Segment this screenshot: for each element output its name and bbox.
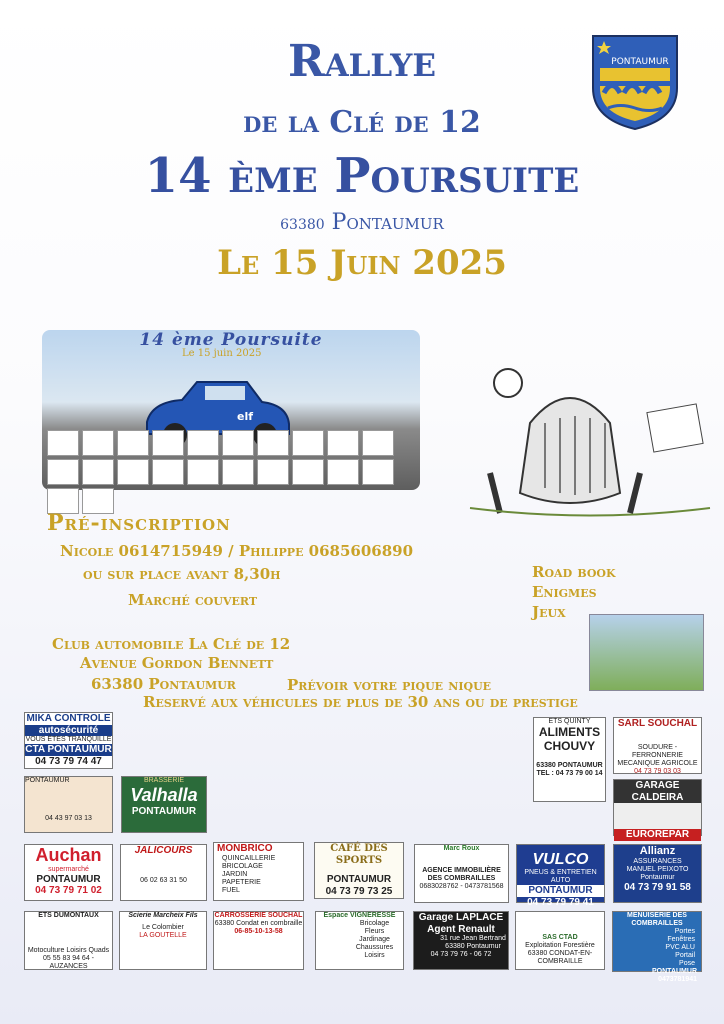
title-cle-de-12: de la Clé de 12 (243, 105, 481, 140)
sponsor-line: Motoculture Loisirs Quads (27, 947, 110, 955)
sponsor-souchal-sarl (613, 717, 702, 774)
title-rallye: Rallye (288, 36, 436, 87)
sponsor-brand: autosécurité (25, 725, 112, 737)
sponsor-item: JARDIN (222, 870, 248, 878)
sponsor-item: Pose (679, 960, 695, 968)
photo-banner: 14 ème Poursuite (139, 330, 323, 350)
sponsor-phone: 04 73 79 71 02 (35, 885, 102, 897)
sponsor-name: SARL SOUCHAL (617, 718, 698, 729)
sponsor-name: Scierie Marcheix Fils (128, 912, 198, 919)
sponsor-valhalla (121, 776, 207, 833)
sponsor-phone: 06 02 63 31 50 (140, 876, 187, 884)
sponsor-tagline: VOUS ÊTES TRANQUILLE (25, 736, 112, 743)
sponsor-item: Chaussures (355, 944, 394, 952)
sponsor-phone: 0473781941 (658, 976, 697, 984)
sponsor-item: Portail (675, 952, 695, 960)
cartoon-car-sketch (470, 363, 710, 518)
sponsor-phone: 05 55 83 94 64 - AUZANCES (43, 955, 94, 971)
sponsor-item: FUEL (222, 886, 240, 894)
activity-item: Enigmes (532, 583, 597, 601)
sponsor-name: Auchan (35, 845, 102, 865)
sponsor-top: BRASSERIE (143, 777, 185, 784)
sponsor-town: PONTAUMUR (131, 805, 197, 817)
postcode: 63380 (280, 217, 325, 233)
sponsor-vulco (516, 844, 605, 908)
sponsor-place: LA GOUTELLE (139, 932, 187, 940)
sponsor-item: Bricolage (359, 920, 390, 928)
sponsor-item: QUINCAILLERIE (222, 854, 276, 862)
sponsor-name: PONTAUMUR (25, 777, 70, 784)
sponsor-line: 63380 Condat en combraille (214, 920, 303, 928)
sponsor-name: GARAGE CALDEIRA (614, 780, 701, 803)
sponsor-phone: 04 73 79 91 58 (624, 881, 691, 893)
sponsor-line: ASSURANCES (633, 857, 682, 865)
pontaumur-crest-icon (590, 33, 680, 131)
title-poursuite: 14 ème Poursuite (144, 148, 580, 204)
sponsor-cta: CTA PONTAUMUR (25, 744, 112, 756)
picnic-note: Prévoir votre pique nique (287, 676, 492, 694)
sponsor-name: CAFÉ DES SPORTS (330, 843, 388, 866)
photo-date: Le 15 juin 2025 (182, 348, 262, 359)
sponsor-phone: 04 73 79 76 - 06 72 (430, 951, 492, 959)
sponsor-phone: 04 73 79 03 03 (634, 767, 681, 775)
sponsor-item: Loisirs (364, 952, 385, 960)
sponsor-item: PAPETERIE (222, 878, 261, 886)
sponsor-chouvy (533, 717, 606, 802)
sponsor-auchan (24, 844, 113, 901)
sponsor-town: PONTAUMUR (652, 968, 697, 976)
sponsor-phone: 04 73 79 74 47 (35, 755, 102, 767)
sponsor-name: Marc Roux (443, 845, 480, 852)
sponsor-item: Jardinage (359, 936, 390, 944)
sponsor-item: BRICOLAGE (222, 862, 263, 870)
town: Pontaumur (331, 210, 444, 235)
sponsor-vigneresse (315, 911, 404, 970)
sponsor-phone: 04 73 79 73 25 (325, 885, 393, 897)
sponsor-name: ETS DUMONTAUX (38, 912, 99, 919)
sponsor-menuiserie (612, 911, 702, 984)
sponsor-name: Espace VIGNERESSE (323, 912, 396, 919)
sponsor-sub: supermarché (48, 865, 89, 873)
sponsor-dumontaux (24, 911, 113, 970)
sponsor-phone: 0683028762 - 0473781568 (419, 883, 504, 891)
sponsor-town: Pontaumur (640, 873, 675, 881)
car-logo: elf (237, 410, 254, 423)
sponsor-line: SOUDURE - FERRONNERIE MECANIQUE AGRICOLE (617, 743, 698, 767)
club-city: 63380 Pontaumur (91, 675, 236, 693)
sponsor-town: PONTAUMUR (517, 885, 604, 897)
sponsor-monbrico (213, 842, 304, 901)
sponsor-name: CARROSSERIE SOUCHAL (214, 912, 303, 919)
sponsor-name: Garage LAPLACE (418, 912, 504, 923)
sponsor-jalicours (120, 844, 207, 901)
club-name: Club automobile La Clé de 12 (52, 635, 291, 653)
sponsor-town: 63380 PONTAUMUR (536, 761, 603, 769)
sponsor-boulangerie (24, 776, 113, 833)
sponsor-top: ETS QUINTY (548, 718, 591, 725)
sponsor-item: Fenêtres (667, 936, 695, 944)
sponsor-name: MONBRICO (217, 843, 273, 854)
sponsor-name: VULCO (532, 851, 589, 868)
sponsor-name: MENUISERIE DES COMBRAILLES (627, 912, 687, 928)
sponsor-phone: 04 43 97 03 13 (45, 815, 92, 823)
rally-photo (42, 330, 420, 490)
activity-item: Jeux (532, 603, 566, 621)
sponsor-cafe-des-sports (314, 842, 404, 899)
sponsor-line: Agent Renault (427, 923, 495, 935)
sponsor-name: SAS CTAD (542, 934, 578, 941)
sponsor-mika-controle (24, 712, 113, 769)
sponsor-line: Le Colombier (142, 924, 184, 932)
meeting-place: Marché couvert (128, 591, 258, 609)
michelin-photo (589, 614, 704, 691)
sponsor-name: Allianz (639, 845, 676, 857)
sponsor-town: PONTAUMUR (326, 874, 392, 885)
photo-sponsor-strip (47, 430, 415, 486)
sponsor-line: Exploitation Forestière (525, 942, 595, 950)
sponsor-name: MIKA CONTROLE (26, 713, 111, 724)
sponsor-name: JALICOURS (134, 845, 193, 856)
preinscription-heading: Pré-inscription (47, 510, 231, 536)
sponsor-item: Portes (674, 928, 695, 936)
sponsor-caldeira (613, 779, 702, 840)
sponsor-carrosserie-souchal (213, 911, 304, 970)
club-avenue: Avenue Gordon Bennett (80, 654, 274, 672)
sponsor-item: PVC ALU (665, 944, 695, 952)
event-date: Le 15 Juin 2025 (217, 243, 507, 283)
sponsor-laplace (413, 911, 509, 970)
sponsor-marc-roux (414, 844, 509, 903)
sponsor-phone: TEL : 04 73 79 00 14 (536, 769, 603, 777)
sponsor-town: PONTAUMUR (36, 873, 101, 885)
sponsor-line: PNEUS & ENTRETIEN AUTO (524, 869, 597, 885)
crest-label: PONTAUMUR (611, 57, 669, 67)
sponsor-allianz (613, 844, 702, 903)
title-location (0, 210, 724, 235)
activity-item: Road book (532, 563, 616, 581)
activities-list (532, 562, 616, 622)
sponsor-name: ALIMENTS CHOUVY (538, 725, 601, 753)
sponsor-name: Valhalla (130, 785, 198, 806)
sponsor-line: MANUEL PEIXOTO (626, 865, 689, 873)
sponsor-address: 31 rue Jean Bertrand 63380 Pontaumur (440, 935, 506, 951)
contact-phones: Nicole 0614715949 / Philippe 0685606890 (60, 542, 414, 560)
sponsor-town: 63380 CONDAT-EN-COMBRAILLE (527, 950, 593, 966)
vehicle-restriction: Reservé aux véhicules de plus de 30 ans ou de prestige (143, 693, 578, 711)
sponsor-scierie (119, 911, 207, 970)
sponsor-item: Fleurs (364, 928, 385, 936)
sponsor-phone: 04 73 79 79 41 (527, 896, 594, 908)
sponsor-brand: EUROREPAR (614, 829, 701, 841)
sponsor-line: AGENCE IMMOBILIÈRE DES COMBRAILLES (422, 867, 501, 883)
sponsor-contact (613, 968, 701, 984)
onsite-registration: ou sur place avant 8,30h (83, 565, 281, 583)
sponsor-phone: 06-85-10-13-58 (234, 928, 283, 936)
sponsor-ctad (515, 911, 605, 970)
